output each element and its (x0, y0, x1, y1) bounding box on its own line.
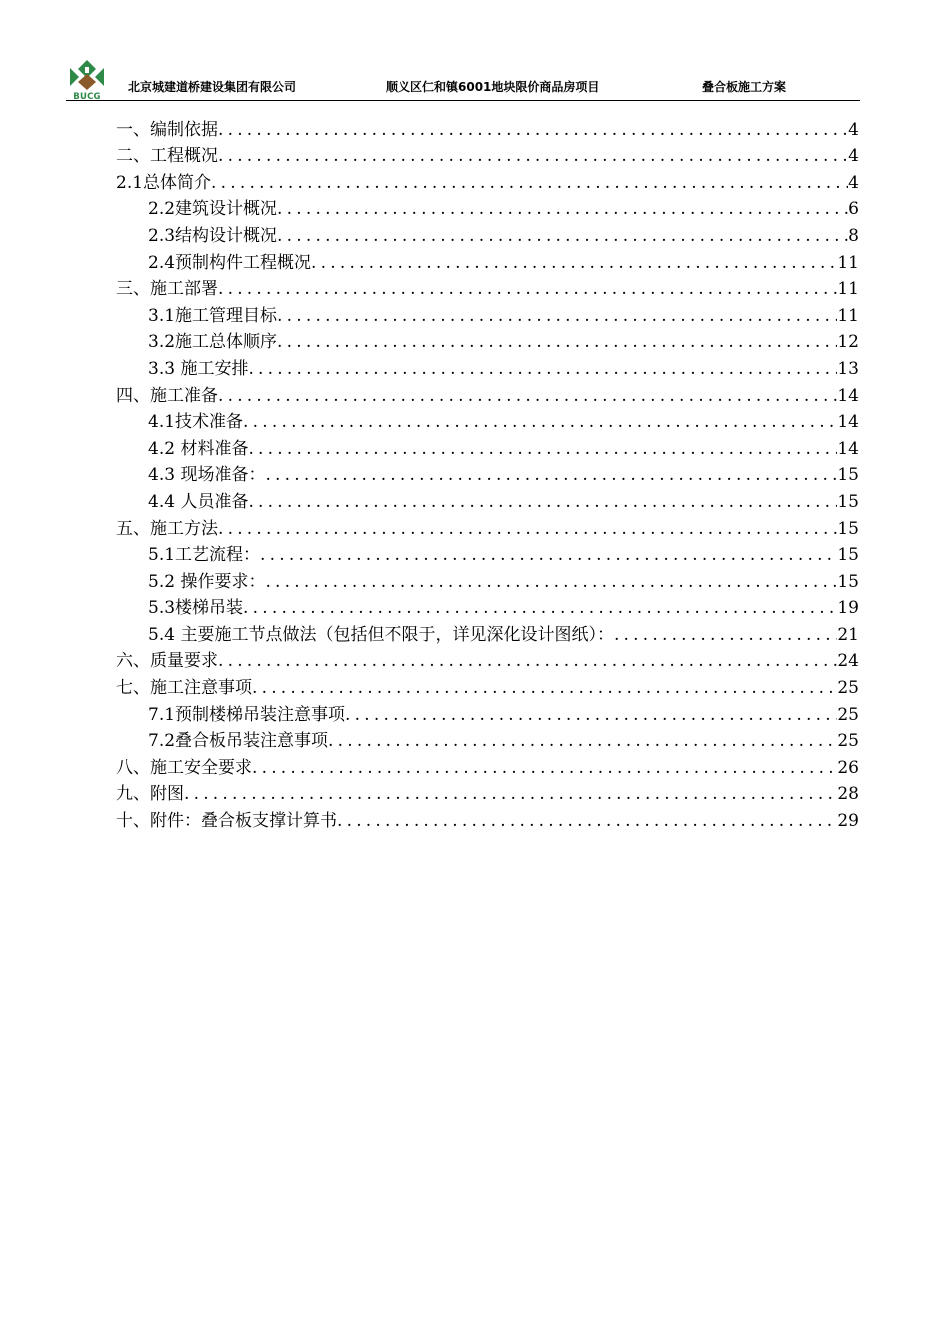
toc-entry-page: 4 (848, 119, 859, 140)
toc-leader-dots (337, 809, 837, 833)
toc-entry-title: 5.3楼梯吊装 (148, 598, 244, 619)
toc-entry-title: 五、施工方法 (116, 518, 218, 539)
toc-leader-dots (248, 490, 837, 514)
toc-entry-page: 26 (837, 757, 859, 778)
toc-leader-dots (218, 144, 848, 168)
toc-entry-title: 3.3 施工安排 (148, 358, 249, 379)
toc-leader-dots (328, 729, 837, 753)
toc-entry-page: 11 (837, 279, 859, 300)
toc-entry-page: 25 (837, 704, 859, 725)
toc-entry-title: 2.2建筑设计概况 (148, 199, 278, 220)
toc-entry[interactable] (116, 408, 859, 435)
toc-entry-title: 2.4预制构件工程概况 (148, 252, 312, 273)
toc-entry-page: 14 (837, 412, 859, 433)
logo-text: BUCG (73, 92, 101, 102)
toc-entry-title: 5.2 操作要求： (148, 571, 266, 592)
bucg-logo (66, 58, 108, 102)
toc-leader-dots (614, 623, 837, 647)
toc-entry-title: 5.4 主要施工节点做法（包括但不限于，详见深化设计图纸）： (148, 624, 614, 645)
toc-entry-page: 11 (837, 305, 859, 326)
toc-entry-title: 7.2叠合板吊装注意事项 (148, 731, 329, 752)
toc-entry[interactable] (116, 514, 859, 541)
toc-leader-dots (211, 171, 848, 195)
toc-entry[interactable] (116, 115, 859, 142)
bucg-logo-icon (66, 58, 108, 92)
page-header (66, 58, 860, 102)
toc-entry-title: 二、工程概况 (116, 146, 218, 167)
toc-entry-page: 25 (837, 678, 859, 699)
header-company: 北京城建道桥建设集团有限公司 (128, 80, 297, 94)
toc-entry[interactable] (116, 647, 859, 674)
toc-leader-dots (248, 437, 837, 461)
toc-entry-page: 12 (837, 332, 859, 353)
toc-entry[interactable] (116, 381, 859, 408)
toc-entry[interactable] (116, 673, 859, 700)
toc-entry-page: 11 (837, 252, 859, 273)
toc-entry[interactable] (116, 434, 859, 461)
toc-leader-dots (277, 304, 837, 328)
toc-leader-dots (311, 251, 837, 275)
toc-leader-dots (218, 277, 837, 301)
toc-leader-dots (218, 649, 837, 673)
toc-entry-page: 14 (837, 385, 859, 406)
toc-entry-title: 2.1总体简介 (116, 172, 212, 193)
toc-entry-title: 3.1施工管理目标 (148, 305, 278, 326)
toc-entry-title: 2.3结构设计概况 (148, 225, 278, 246)
table-of-contents (116, 115, 859, 833)
toc-leader-dots (248, 357, 837, 381)
toc-entry-page: 8 (848, 225, 859, 246)
toc-entry[interactable] (116, 221, 859, 248)
toc-entry-title: 九、附图 (116, 784, 184, 805)
toc-leader-dots (260, 543, 837, 567)
toc-entry-page: 28 (837, 784, 859, 805)
toc-entry-page: 13 (837, 358, 859, 379)
header-divider (66, 100, 860, 101)
toc-entry-page: 15 (837, 545, 859, 566)
toc-entry[interactable] (116, 780, 859, 807)
toc-entry-title: 4.1技术准备 (148, 412, 244, 433)
toc-entry[interactable] (116, 142, 859, 169)
toc-entry-page: 4 (848, 172, 859, 193)
toc-leader-dots (184, 782, 837, 806)
toc-entry[interactable] (116, 328, 859, 355)
toc-leader-dots (265, 570, 837, 594)
toc-entry-title: 七、施工注意事项 (116, 678, 252, 699)
toc-leader-dots (252, 676, 837, 700)
toc-entry-title: 十、附件：叠合板支撑计算书 (116, 811, 337, 832)
toc-leader-dots (218, 384, 837, 408)
toc-entry[interactable] (116, 727, 859, 754)
toc-entry-page: 29 (837, 811, 859, 832)
toc-entry[interactable] (116, 275, 859, 302)
toc-entry-title: 三、施工部署 (116, 279, 218, 300)
toc-entry[interactable] (116, 301, 859, 328)
toc-entry-page: 15 (837, 571, 859, 592)
toc-entry-title: 7.1预制楼梯吊装注意事项 (148, 704, 346, 725)
toc-leader-dots (252, 756, 837, 780)
toc-entry-title: 3.2施工总体顺序 (148, 332, 278, 353)
toc-entry-page: 14 (837, 438, 859, 459)
toc-leader-dots (345, 703, 837, 727)
toc-entry[interactable] (116, 195, 859, 222)
toc-entry-page: 15 (837, 491, 859, 512)
toc-entry-page: 25 (837, 731, 859, 752)
toc-leader-dots (243, 410, 837, 434)
toc-entry[interactable] (116, 354, 859, 381)
toc-entry[interactable] (116, 541, 859, 568)
toc-entry-title: 四、施工准备 (116, 385, 218, 406)
toc-leader-dots (218, 517, 837, 541)
toc-entry[interactable] (116, 248, 859, 275)
toc-leader-dots (243, 596, 837, 620)
toc-leader-dots (265, 463, 837, 487)
toc-entry-page: 15 (837, 465, 859, 486)
toc-entry[interactable] (116, 620, 859, 647)
toc-entry[interactable] (116, 168, 859, 195)
header-project: 顺义区仁和镇6001地块限价商品房项目 (386, 80, 600, 94)
toc-entry-title: 一、编制依据 (116, 119, 218, 140)
toc-entry-title: 4.2 材料准备 (148, 438, 249, 459)
toc-entry-title: 5.1工艺流程： (148, 545, 261, 566)
toc-entry-page: 4 (848, 146, 859, 167)
toc-entry-page: 19 (837, 598, 859, 619)
toc-entry-page: 15 (837, 518, 859, 539)
toc-leader-dots (277, 224, 848, 248)
toc-leader-dots (277, 197, 848, 221)
toc-entry[interactable] (116, 461, 859, 488)
toc-entry-title: 六、质量要求 (116, 651, 218, 672)
toc-entry-page: 6 (848, 199, 859, 220)
toc-entry[interactable] (116, 753, 859, 780)
toc-entry[interactable] (116, 594, 859, 621)
toc-leader-dots (277, 330, 837, 354)
header-document-title: 叠合板施工方案 (702, 80, 787, 94)
toc-entry-title: 八、施工安全要求 (116, 757, 252, 778)
toc-entry-page: 21 (837, 624, 859, 645)
toc-entry[interactable] (116, 567, 859, 594)
toc-entry-title: 4.4 人员准备 (148, 491, 249, 512)
toc-entry[interactable] (116, 806, 859, 833)
toc-entry-title: 4.3 现场准备： (148, 465, 266, 486)
toc-entry[interactable] (116, 700, 859, 727)
toc-entry-page: 24 (837, 651, 859, 672)
toc-entry[interactable] (116, 487, 859, 514)
toc-leader-dots (218, 118, 848, 142)
